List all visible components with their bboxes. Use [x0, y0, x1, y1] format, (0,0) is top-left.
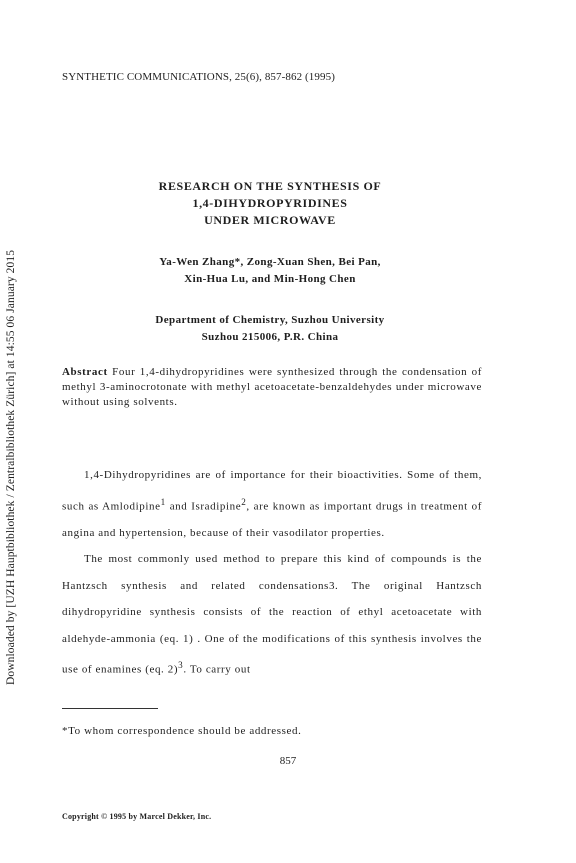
author-list [80, 254, 460, 288]
paragraph-text: 1,4-Dihydropyridines are of importance for their bioactivities. Some of them, such as Amlodipine [62, 469, 482, 513]
paragraph-text: and Isradipine [165, 500, 242, 513]
citation-superscript: 1 [160, 496, 166, 507]
abstract-label: Abstract [62, 366, 108, 378]
download-notice: Downloaded by [UZH Hauptbibliothek / Zentralbibliothek Zürich] at 14:55 06 January 2015 [5, 249, 17, 685]
paragraph [62, 546, 482, 683]
affiliation [100, 312, 440, 346]
affiliation-line: Department of Chemistry, Suzhou University [155, 314, 385, 326]
author-line: Ya-Wen Zhang*, Zong-Xuan Shen, Bei Pan, [159, 256, 381, 268]
article-title [100, 178, 440, 229]
author-line: Xin-Hua Lu, and Min-Hong Chen [184, 273, 356, 285]
title-line: 1,4-DIHYDROPYRIDINES [192, 196, 348, 210]
body-text [62, 462, 482, 683]
abstract [62, 365, 482, 410]
title-line: RESEARCH ON THE SYNTHESIS OF [158, 179, 382, 193]
paragraph-text: . To carry out [183, 663, 251, 676]
abstract-text: Four 1,4-dihydropyridines were synthesized through the condensation of methyl 3-aminocrotonate with methyl acetoacetate-benzaldehydes under microwave without using solvents. [62, 366, 482, 408]
citation-superscript: 3 [178, 660, 184, 671]
download-watermark [4, 185, 18, 685]
title-line: UNDER MICROWAVE [204, 213, 336, 227]
citation-superscript: 2 [241, 496, 247, 507]
paragraph-text: , are known as important drugs in treatment of angina and hypertension, because of their vasodilator properties. [62, 500, 482, 539]
paragraph [62, 462, 482, 546]
page-number: 857 [279, 755, 297, 767]
affiliation-line: Suzhou 215006, P.R. China [201, 331, 339, 343]
footnote: *To whom correspondence should be addressed. [62, 725, 302, 737]
footnote-divider [62, 708, 158, 709]
paragraph-text: The most commonly used method to prepare this kind of compounds is the Hantzsch synthesis and related condensations3. The original Hantzsch dihydropyridine synthesis consists of the reaction of ethyl acetoacetate with aldehyde-ammonia (eq. 1) . One of the modifications of this synthesis involves the use of enamines (eq. 2) [62, 553, 482, 676]
journal-citation: SYNTHETIC COMMUNICATIONS, 25(6), 857-862 (1995) [62, 71, 335, 83]
copyright-notice: Copyright © 1995 by Marcel Dekker, Inc. [62, 812, 212, 821]
